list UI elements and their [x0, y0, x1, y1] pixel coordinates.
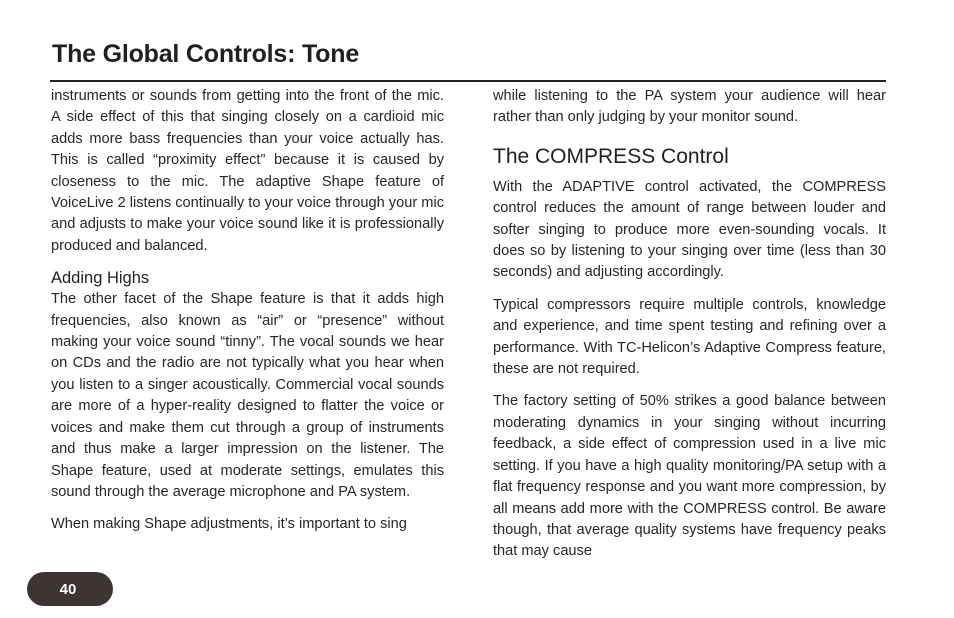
- left-paragraph-proximity: instruments or sounds from getting into the front of the mic. A side effect of this that singing closely on a cardioid mic adds more bass frequencies than your voice actually has. This is called “proximity effect” because it is caused by closeness to the mic. The adaptive Shape feature of VoiceLive 2 listens continually to your voice through your mic and adjusts to make your voice sound like it is professionally produced and balanced.: [51, 88, 444, 254]
- right-paragraph-typical-compressors: Typical compressors require multiple controls, knowledge and experience, and time spent testing and refining over a performance. With TC-Helicon’s Adaptive Compress feature, these are not required.: [493, 296, 886, 378]
- right-paragraph-pa-system: while listening to the PA system your audience will hear rather than only judging by your monitor sound.: [493, 88, 886, 126]
- compress-control-heading: The COMPRESS Control: [493, 144, 729, 168]
- page-number-badge: 40: [27, 572, 113, 606]
- right-paragraph-compress: With the ADAPTIVE control activated, the COMPRESS control reduces the amount of range between louder and softer singing to produce more even-sounding vocals. It does so by listening to your singing over time (less than 30 seconds) and adjusting accordingly.: [493, 178, 886, 281]
- right-column: [493, 86, 886, 563]
- page-title: The Global Controls: Tone: [52, 40, 360, 68]
- left-paragraph-adding-highs: The other facet of the Shape feature is that it adds high frequencies, also known as “air” or “presence” without making your voice sound “tinny”. The vocal sounds we hear on CDs and the radio are not typically what you hear when you listen to a singer acoustically. Commercial vocal sounds are more of a hyper-reality designed to flatter the voice or voices and make them cut through a group of instruments and thus make a larger impression on the listener. The Shape feature, used at moderate settings, emulates this sound through the average microphone and PA system.: [51, 291, 444, 500]
- title-divider: [50, 80, 886, 82]
- left-paragraph-shape-adjustments: When making Shape adjustments, it’s important to sing: [51, 516, 407, 533]
- adding-highs-heading: Adding Highs: [51, 269, 150, 288]
- right-paragraph-factory-setting: The factory setting of 50% strikes a good balance between moderating dynamics in your singing without incurring feedback, a side effect of compression used in a live mic setting. If you have a high quality monitoring/PA setup with a flat frequency response and you want more compression, by all means add more with the COMPRESS control. Be aware though, that average quality systems have frequency peaks that may cause: [493, 393, 886, 560]
- left-column: [51, 86, 444, 536]
